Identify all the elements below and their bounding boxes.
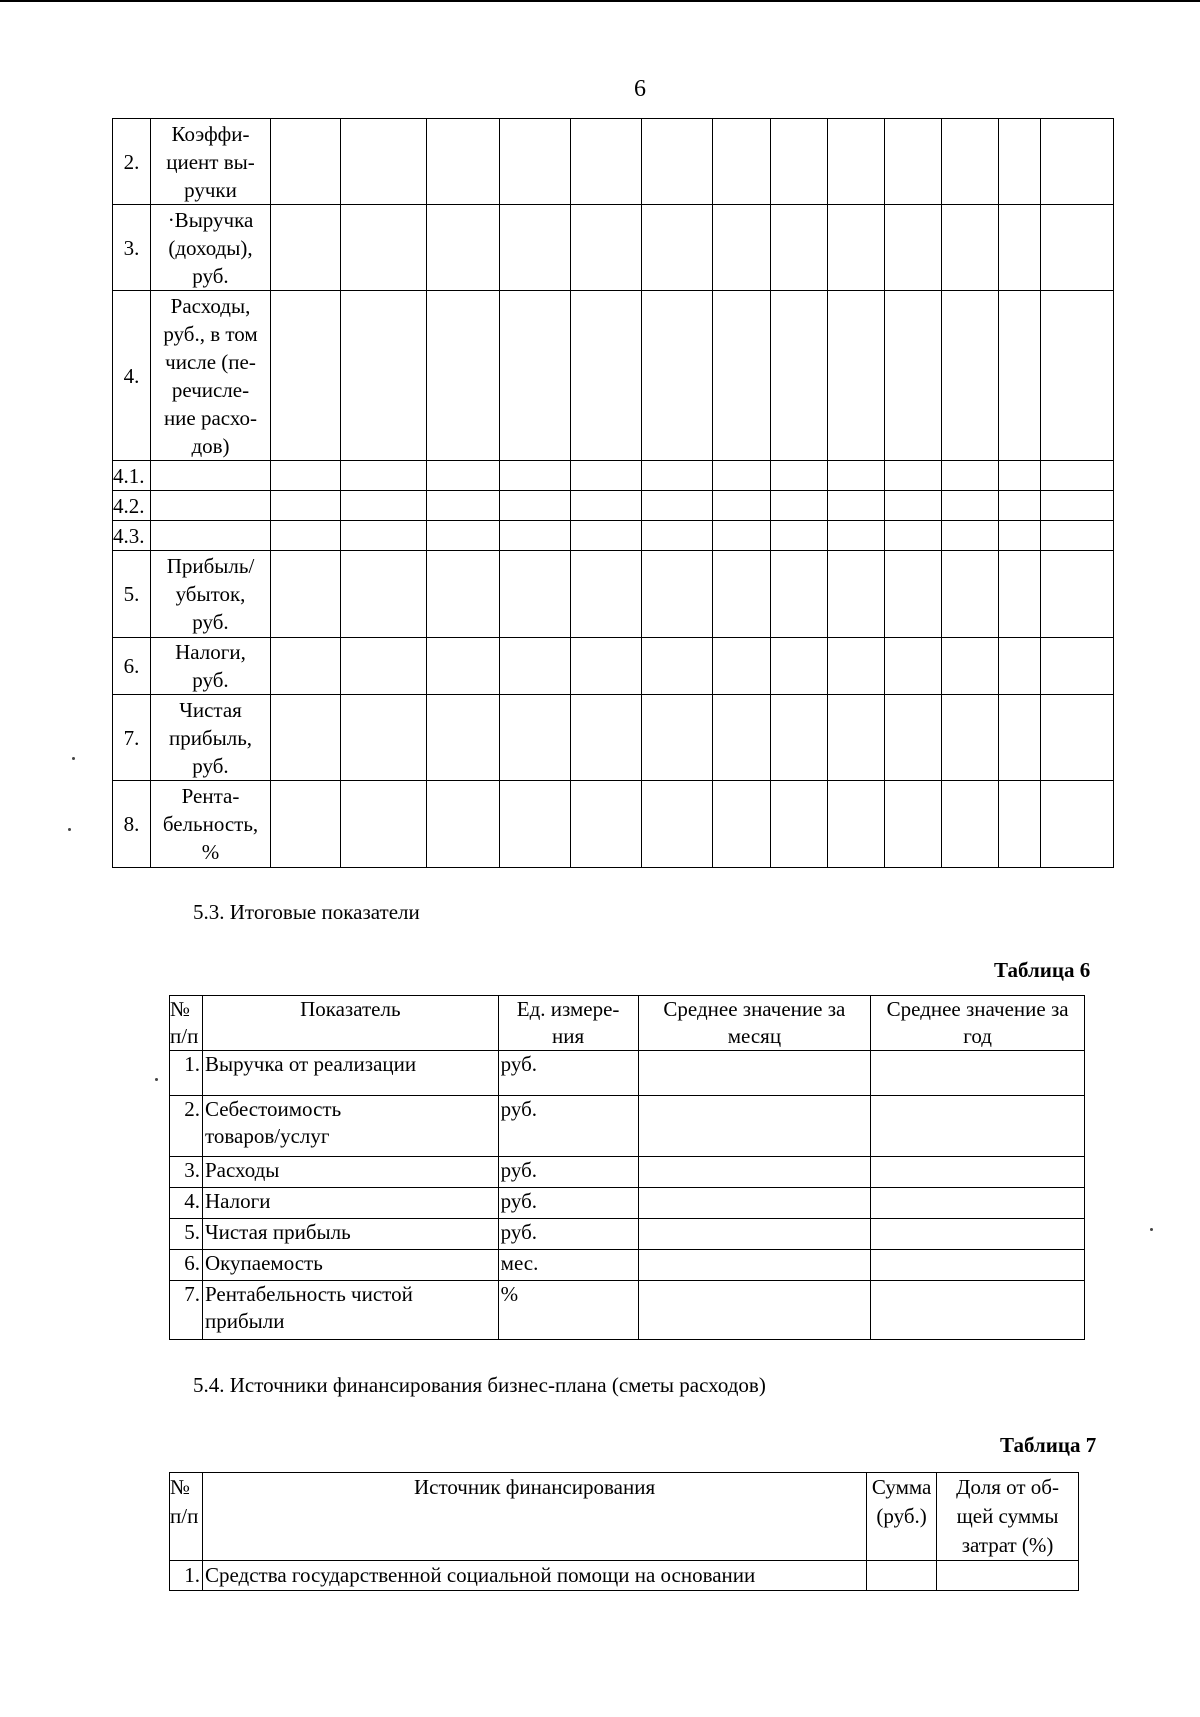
- row-number: 5.: [113, 551, 151, 638]
- yearly-value-cell: [871, 1281, 1085, 1340]
- empty-cell: [828, 551, 885, 638]
- empty-cell: [427, 521, 500, 551]
- row-unit: мес.: [498, 1250, 638, 1281]
- empty-cell: [427, 205, 500, 291]
- empty-cell: [642, 119, 713, 205]
- empty-cell: [1041, 205, 1114, 291]
- table-row: [170, 1561, 1079, 1591]
- empty-cell: [828, 205, 885, 291]
- empty-cell: [713, 119, 771, 205]
- empty-cell: [771, 291, 828, 461]
- summary-indicators-table: [169, 995, 1085, 1340]
- row-indicator: Налоги, руб.: [151, 638, 271, 695]
- empty-cell: [771, 551, 828, 638]
- header-unit: Ед. измере- ния: [498, 996, 638, 1051]
- empty-cell: [341, 781, 427, 868]
- row-indicator: Чистая прибыль, руб.: [151, 695, 271, 781]
- empty-cell: [885, 695, 942, 781]
- empty-cell: [1041, 291, 1114, 461]
- empty-cell: [885, 205, 942, 291]
- empty-cell: [427, 491, 500, 521]
- monthly-value-cell: [638, 1219, 871, 1250]
- empty-cell: [500, 521, 571, 551]
- empty-cell: [427, 638, 500, 695]
- empty-cell: [571, 119, 642, 205]
- empty-cell: [999, 291, 1041, 461]
- monthly-value-cell: [638, 1096, 871, 1157]
- empty-cell: [828, 119, 885, 205]
- empty-cell: [885, 291, 942, 461]
- yearly-value-cell: [871, 1219, 1085, 1250]
- empty-cell: [885, 119, 942, 205]
- row-number: 6.: [113, 638, 151, 695]
- empty-cell: [571, 291, 642, 461]
- empty-cell: [999, 638, 1041, 695]
- empty-cell: [571, 461, 642, 491]
- row-number: 8.: [113, 781, 151, 868]
- empty-cell: [427, 119, 500, 205]
- header-sum: Сумма (руб.): [867, 1473, 937, 1561]
- empty-cell: [500, 695, 571, 781]
- row-indicator: Выручка от реализации: [202, 1051, 498, 1096]
- business-plan-table: [112, 118, 1114, 868]
- page-number: 6: [634, 76, 646, 102]
- empty-cell: [828, 491, 885, 521]
- empty-cell: [271, 781, 341, 868]
- empty-cell: [571, 638, 642, 695]
- empty-cell: [999, 551, 1041, 638]
- empty-cell: [341, 551, 427, 638]
- empty-cell: [427, 781, 500, 868]
- empty-cell: [571, 551, 642, 638]
- header-indicator: Показатель: [202, 996, 498, 1051]
- empty-cell: [642, 695, 713, 781]
- top-border-line: [0, 0, 1200, 2]
- row-number: 7.: [170, 1281, 203, 1340]
- empty-cell: [1041, 638, 1114, 695]
- empty-cell: [341, 491, 427, 521]
- row-indicator: Коэффи- циент вы- ручки: [151, 119, 271, 205]
- empty-cell: [999, 491, 1041, 521]
- table-row: [170, 1281, 1085, 1340]
- row-indicator: Прибыль/ убыток, руб.: [151, 551, 271, 638]
- empty-cell: [271, 695, 341, 781]
- empty-cell: [942, 291, 999, 461]
- empty-cell: [571, 491, 642, 521]
- empty-cell: [828, 695, 885, 781]
- row-number: 4.: [170, 1188, 203, 1219]
- empty-cell: [828, 461, 885, 491]
- empty-cell: [942, 521, 999, 551]
- empty-cell: [500, 551, 571, 638]
- yearly-value-cell: [871, 1096, 1085, 1157]
- table-row: [113, 521, 1114, 551]
- table-row: [113, 638, 1114, 695]
- empty-cell: [642, 521, 713, 551]
- empty-cell: [713, 521, 771, 551]
- header-share: Доля от об- щей суммы затрат (%): [937, 1473, 1079, 1561]
- row-number: 6.: [170, 1250, 203, 1281]
- table-row: [113, 781, 1114, 868]
- empty-cell: [713, 291, 771, 461]
- monthly-value-cell: [638, 1281, 871, 1340]
- empty-cell: [341, 461, 427, 491]
- empty-cell: [427, 461, 500, 491]
- sum-cell: [867, 1561, 937, 1591]
- empty-cell: [942, 205, 999, 291]
- table-row: [113, 461, 1114, 491]
- table-row: [170, 1157, 1085, 1188]
- table-row: [113, 291, 1114, 461]
- row-indicator: Окупаемость: [202, 1250, 498, 1281]
- empty-cell: [642, 205, 713, 291]
- table-7-caption: Таблица 7: [1000, 1433, 1097, 1457]
- row-number: 4.2.: [113, 491, 151, 521]
- empty-cell: [771, 781, 828, 868]
- header-yearly-average: Среднее значение за год: [871, 996, 1085, 1051]
- empty-cell: [828, 638, 885, 695]
- row-unit: руб.: [498, 1096, 638, 1157]
- row-indicator: Чистая прибыль: [202, 1219, 498, 1250]
- monthly-value-cell: [638, 1188, 871, 1219]
- empty-cell: [771, 119, 828, 205]
- empty-cell: [885, 638, 942, 695]
- yearly-value-cell: [871, 1188, 1085, 1219]
- empty-cell: [885, 461, 942, 491]
- empty-cell: [713, 551, 771, 638]
- empty-cell: [500, 638, 571, 695]
- empty-cell: [271, 521, 341, 551]
- empty-cell: [571, 695, 642, 781]
- empty-cell: [500, 461, 571, 491]
- header-number: № п/п: [170, 996, 203, 1051]
- empty-cell: [771, 695, 828, 781]
- empty-cell: [500, 205, 571, 291]
- row-number: 4.: [113, 291, 151, 461]
- empty-cell: [1041, 521, 1114, 551]
- empty-cell: [942, 638, 999, 695]
- row-indicator: ·Выручка (доходы), руб.: [151, 205, 271, 291]
- row-number: 4.1.: [113, 461, 151, 491]
- row-number: 1.: [170, 1561, 203, 1591]
- empty-cell: [885, 521, 942, 551]
- empty-cell: [1041, 695, 1114, 781]
- row-indicator: Расходы: [202, 1157, 498, 1188]
- row-unit: %: [498, 1281, 638, 1340]
- empty-cell: [713, 491, 771, 521]
- empty-cell: [942, 119, 999, 205]
- empty-cell: [885, 491, 942, 521]
- empty-cell: [713, 205, 771, 291]
- row-number: 1.: [170, 1051, 203, 1096]
- row-indicator: [151, 521, 271, 551]
- empty-cell: [1041, 781, 1114, 868]
- empty-cell: [642, 551, 713, 638]
- table-row: [170, 1219, 1085, 1250]
- empty-cell: [1041, 119, 1114, 205]
- empty-cell: [500, 781, 571, 868]
- row-indicator: Себестоимость товаров/услуг: [202, 1096, 498, 1157]
- table-row: [170, 1250, 1085, 1281]
- empty-cell: [271, 551, 341, 638]
- yearly-value-cell: [871, 1051, 1085, 1096]
- row-indicator: Рента- бельность, %: [151, 781, 271, 868]
- empty-cell: [885, 781, 942, 868]
- empty-cell: [999, 521, 1041, 551]
- row-number: 3.: [170, 1157, 203, 1188]
- empty-cell: [642, 461, 713, 491]
- row-number: 4.3.: [113, 521, 151, 551]
- empty-cell: [271, 291, 341, 461]
- table-row: [113, 695, 1114, 781]
- empty-cell: [642, 638, 713, 695]
- empty-cell: [771, 491, 828, 521]
- table-row: [170, 1188, 1085, 1219]
- empty-cell: [271, 119, 341, 205]
- empty-cell: [427, 551, 500, 638]
- empty-cell: [942, 695, 999, 781]
- header-funding-source: Источник финансирования: [202, 1473, 866, 1561]
- empty-cell: [341, 119, 427, 205]
- yearly-value-cell: [871, 1157, 1085, 1188]
- section-5-3-title: 5.3. Итоговые показатели: [193, 900, 420, 924]
- empty-cell: [271, 491, 341, 521]
- empty-cell: [571, 781, 642, 868]
- yearly-value-cell: [871, 1250, 1085, 1281]
- empty-cell: [885, 551, 942, 638]
- row-number: 7.: [113, 695, 151, 781]
- row-source: Средства государственной социальной помощи на основании: [202, 1561, 866, 1591]
- empty-cell: [713, 461, 771, 491]
- empty-cell: [999, 781, 1041, 868]
- empty-cell: [500, 291, 571, 461]
- empty-cell: [642, 781, 713, 868]
- empty-cell: [500, 491, 571, 521]
- empty-cell: [771, 638, 828, 695]
- table-row: [113, 551, 1114, 638]
- scan-speck: [68, 828, 71, 831]
- empty-cell: [427, 291, 500, 461]
- empty-cell: [427, 695, 500, 781]
- empty-cell: [571, 205, 642, 291]
- empty-cell: [341, 291, 427, 461]
- row-unit: руб.: [498, 1157, 638, 1188]
- row-number: 2.: [113, 119, 151, 205]
- empty-cell: [713, 695, 771, 781]
- row-number: 3.: [113, 205, 151, 291]
- empty-cell: [828, 291, 885, 461]
- empty-cell: [771, 461, 828, 491]
- empty-cell: [942, 491, 999, 521]
- empty-cell: [642, 491, 713, 521]
- empty-cell: [341, 638, 427, 695]
- empty-cell: [828, 521, 885, 551]
- empty-cell: [341, 695, 427, 781]
- row-unit: руб.: [498, 1188, 638, 1219]
- empty-cell: [1041, 491, 1114, 521]
- empty-cell: [642, 291, 713, 461]
- empty-cell: [771, 205, 828, 291]
- row-number: 2.: [170, 1096, 203, 1157]
- funding-sources-table: [169, 1472, 1079, 1591]
- table-row: [113, 491, 1114, 521]
- empty-cell: [341, 521, 427, 551]
- monthly-value-cell: [638, 1250, 871, 1281]
- table-row: [170, 1096, 1085, 1157]
- row-indicator: [151, 461, 271, 491]
- row-number: 5.: [170, 1219, 203, 1250]
- empty-cell: [1041, 551, 1114, 638]
- header-monthly-average: Среднее значение за месяц: [638, 996, 871, 1051]
- table-row: [113, 205, 1114, 291]
- empty-cell: [713, 638, 771, 695]
- empty-cell: [271, 205, 341, 291]
- monthly-value-cell: [638, 1157, 871, 1188]
- empty-cell: [571, 521, 642, 551]
- scan-speck: [1150, 1228, 1153, 1231]
- scan-speck: [155, 1078, 158, 1081]
- empty-cell: [771, 521, 828, 551]
- empty-cell: [271, 461, 341, 491]
- empty-cell: [999, 119, 1041, 205]
- empty-cell: [271, 638, 341, 695]
- empty-cell: [713, 781, 771, 868]
- row-unit: руб.: [498, 1051, 638, 1096]
- monthly-value-cell: [638, 1051, 871, 1096]
- row-unit: руб.: [498, 1219, 638, 1250]
- empty-cell: [341, 205, 427, 291]
- empty-cell: [942, 781, 999, 868]
- scan-speck: [72, 757, 75, 760]
- share-cell: [937, 1561, 1079, 1591]
- empty-cell: [1041, 461, 1114, 491]
- empty-cell: [999, 695, 1041, 781]
- empty-cell: [500, 119, 571, 205]
- row-indicator: Рентабельность чистой прибыли: [202, 1281, 498, 1340]
- row-indicator: Налоги: [202, 1188, 498, 1219]
- empty-cell: [999, 461, 1041, 491]
- empty-cell: [942, 461, 999, 491]
- table-row: [170, 1051, 1085, 1096]
- empty-cell: [999, 205, 1041, 291]
- row-indicator: Расходы, руб., в том числе (пе- речисле- ние расхо- дов): [151, 291, 271, 461]
- header-number: № п/п: [170, 1473, 203, 1561]
- empty-cell: [942, 551, 999, 638]
- empty-cell: [828, 781, 885, 868]
- table-row: [113, 119, 1114, 205]
- section-5-4-title: 5.4. Источники финансирования бизнес-плана (сметы расходов): [193, 1373, 766, 1397]
- table-6-caption: Таблица 6: [994, 958, 1091, 982]
- row-indicator: [151, 491, 271, 521]
